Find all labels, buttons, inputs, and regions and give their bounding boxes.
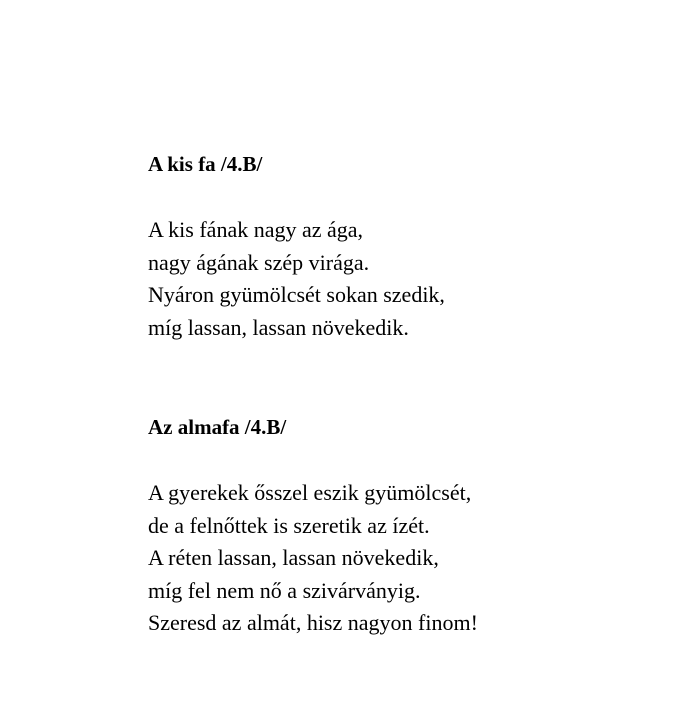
poem-line: míg fel nem nő a szivárványig. bbox=[148, 577, 421, 603]
poem-line: míg lassan, lassan növekedik. bbox=[148, 314, 409, 340]
poem-line: A kis fának nagy az ága, bbox=[148, 217, 364, 242]
poem-body bbox=[148, 214, 445, 344]
poem-body bbox=[148, 477, 478, 640]
poem-line: A réten lassan, lassan növekedik, bbox=[148, 545, 439, 570]
poem-line: Szeresd az almát, hisz nagyon finom! bbox=[148, 610, 478, 635]
poem-line: nagy ágának szép virága. bbox=[148, 249, 370, 275]
poem-az-almafa bbox=[148, 413, 478, 640]
poem-line: de a felnőttek is szeretik az ízét. bbox=[148, 512, 430, 538]
poem-title: Az almafa /4.B/ bbox=[148, 415, 287, 439]
poem-line: Nyáron gyümölcsét sokan szedik, bbox=[148, 282, 445, 307]
poem-title: A kis fa /4.B/ bbox=[148, 152, 263, 176]
poem-a-kis-fa bbox=[148, 150, 445, 344]
poem-line: A gyerekek ősszel eszik gyümölcsét, bbox=[148, 480, 472, 505]
